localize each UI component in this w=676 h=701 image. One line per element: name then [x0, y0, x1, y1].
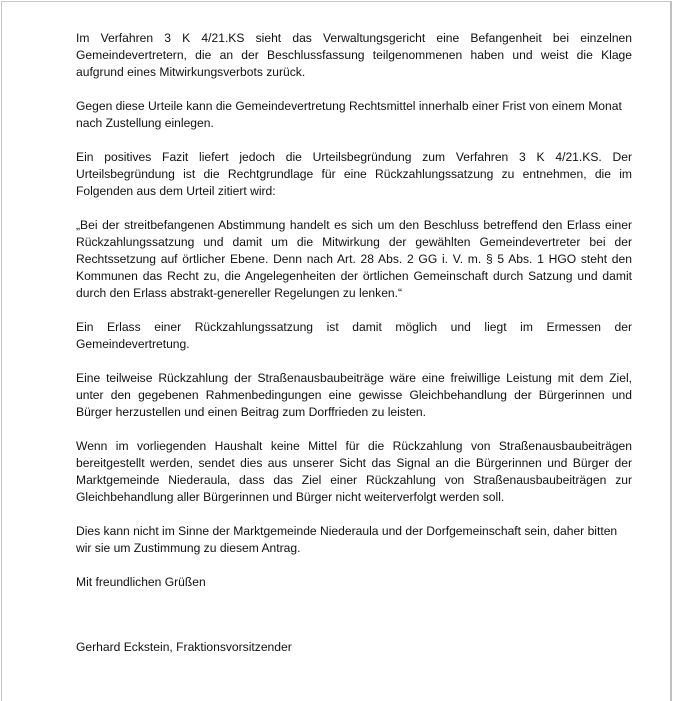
signature: Gerhard Eckstein, Fraktionsvorsitzender: [76, 640, 292, 654]
paragraph-verfahren: Im Verfahren 3 K 4/21.KS sieht das Verwaltungsgericht eine Befangenheit bei einzelnen Gemeindevertretern, die an der Beschlussfassung teilgenommenen haben und weist die Klage aufgrund eines Mitwirkungsverbots zurück.: [76, 31, 632, 79]
paragraph-fazit: Ein positives Fazit liefert jedoch die Urteilsbegründung zum Verfahren 3 K 4/21.KS. Der Urteilsbegründung ist die Rechtgrundlage für eine Rückzahlungssatzung zu entnehmen, die im Folgenden aus dem Urteil zitiert wird:: [76, 150, 632, 198]
paragraph-haushalt: Wenn im vorliegenden Haushalt keine Mittel für die Rückzahlung von Straßenausbaubeiträgen bereitgestellt werden, sendet dies aus unserer Sicht das Signal an die Bürgerinnen und Bürger der Marktgemeinde Niederaula, dass das Ziel einer Rückzahlung von Straßenausbaubeiträgen zur Gleichbehandlung aller Bürgerinnen und Bürger nicht weiterverfolgt werden soll.: [76, 439, 632, 504]
paragraph-erlass: Ein Erlass einer Rückzahlungssatzung ist damit möglich und liegt im Ermessen der Gemeindevertretung.: [76, 320, 632, 351]
document-page: [1, 1, 672, 701]
paragraph-zitat: „Bei der streitbefangenen Abstimmung handelt es sich um den Beschluss betreffend den Erlass einer Rückzahlungssatzung und damit um die Mitwirkung der gewählten Gemeindevertreter bei der Rechtssetzung auf örtlicher Ebene. Denn nach Art. 28 Abs. 2 GG i. V. m. § 5 Abs. 1 HGO steht den Kommunen das Recht zu, die Angelegenheiten der örtlichen Gemeinschaft durch Satzung und damit durch den Erlass abstrakt-genereller Regelungen zu lenken.“: [76, 218, 632, 300]
document-body: [76, 30, 632, 673]
paragraph-rueckzahlung: Eine teilweise Rückzahlung der Straßenausbaubeiträge wäre eine freiwillige Leistung mit dem Ziel, unter den gegebenen Rahmenbedingungen eine gewisse Gleichbehandlung der Bürgerinnen und Bürger herzustellen und einen Beitrag zum Dorffrieden zu leisten.: [76, 371, 632, 419]
paragraph-antrag: Dies kann nicht im Sinne der Marktgemeinde Niederaula und der Dorfgemeinschaft sein, daher bitten wir sie um Zustimmung zu diesem Antrag.: [76, 524, 618, 555]
closing-greeting: Mit freundlichen Grüßen: [76, 575, 206, 589]
paragraph-rechtsmittel: Gegen diese Urteile kann die Gemeindevertretung Rechtsmittel innerhalb einer Frist von einem Monat nach Zustellung einlegen.: [76, 99, 622, 130]
